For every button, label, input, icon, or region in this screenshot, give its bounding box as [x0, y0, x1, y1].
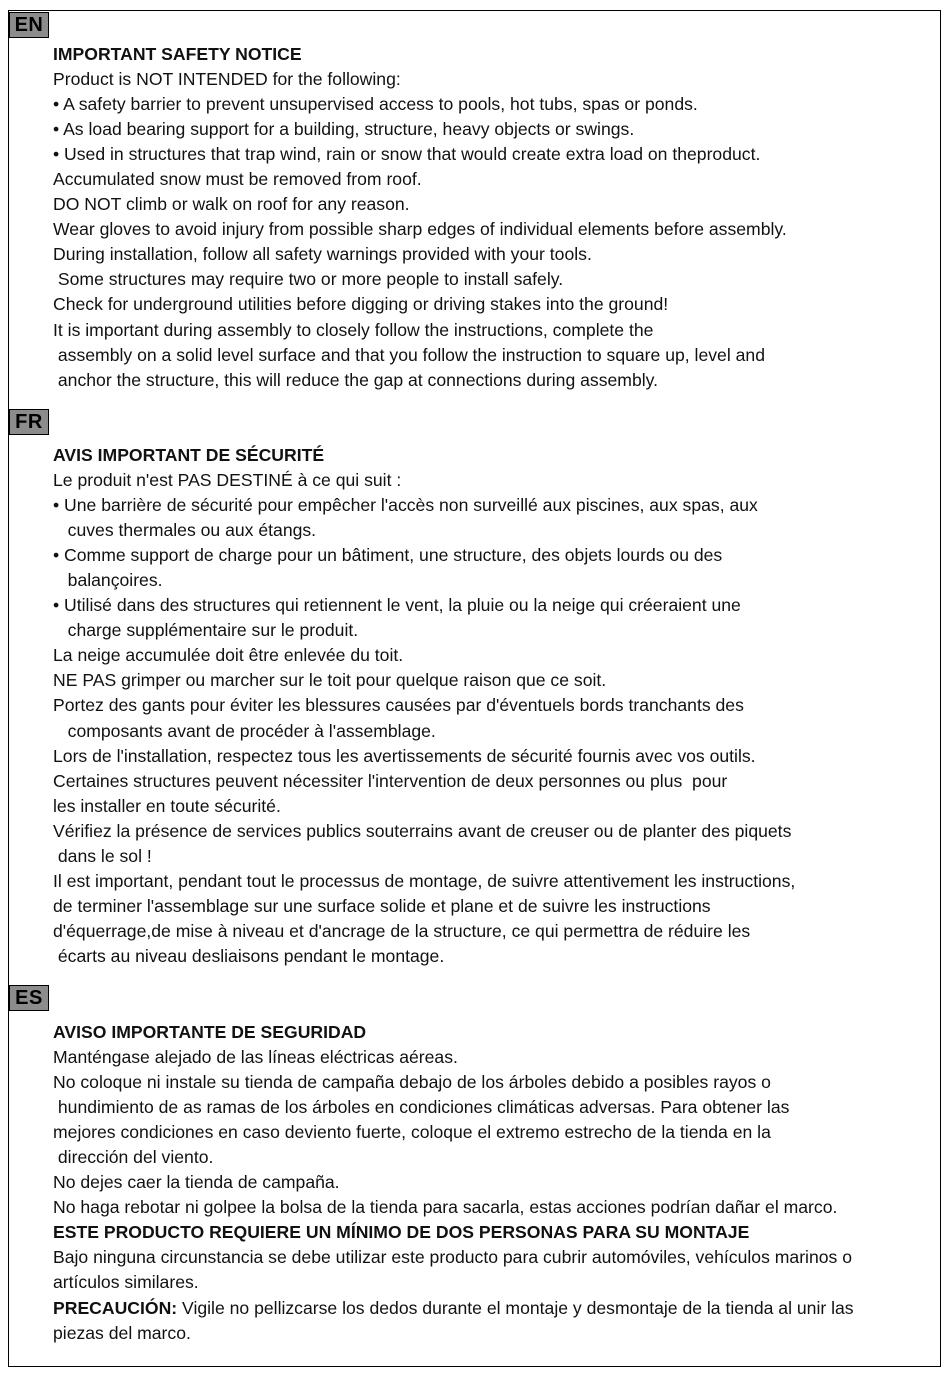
es-warning-heading: ESTE PRODUCTO REQUIERE UN MÍNIMO DE DOS PERSONAS PARA SU MONTAJE: [53, 1222, 750, 1243]
en-line: During installation, follow all safety warnings provided with your tools.: [53, 244, 592, 265]
en-line: assembly on a solid level surface and that you follow the instruction to square up, level and: [53, 344, 765, 365]
fr-bullet: • Une barrière de sécurité pour empêcher l'accès non surveillé aux piscines, aux spas, aux: [53, 495, 758, 516]
fr-line: Portez des gants pour éviter les blessures causées par d'éventuels bords tranchants des: [53, 695, 744, 716]
es-line: hundimiento de as ramas de los árboles en condiciones climáticas adversas. Para obtener las: [53, 1097, 790, 1118]
es-heading: AVISO IMPORTANTE DE SEGURIDAD: [53, 1022, 367, 1042]
es-line: No haga rebotar ni golpee la bolsa de la tienda para sacarla, estas acciones podrían dañar el marco.: [53, 1197, 838, 1218]
fr-line: cuves thermales ou aux étangs.: [53, 520, 317, 541]
lang-tag-fr: FR: [9, 409, 49, 435]
fr-line: dans le sol !: [53, 845, 152, 866]
fr-bullet: • Comme support de charge pour un bâtiment, une structure, des objets lourds ou des: [53, 545, 723, 566]
section-fr: [53, 443, 937, 969]
es-line: Bajo ninguna circunstancia se debe utilizar este producto para cubrir automóviles, vehículos marinos o: [53, 1247, 852, 1268]
es-line: dirección del viento.: [53, 1147, 214, 1168]
es-caution-label: PRECAUCIÓN:: [53, 1297, 178, 1318]
fr-line: Le produit n'est PAS DESTINÉ à ce qui suit :: [53, 470, 402, 491]
fr-line: La neige accumulée doit être enlevée du toit.: [53, 645, 404, 666]
fr-bullet: • Utilisé dans des structures qui retiennent le vent, la pluie ou la neige qui créeraient une: [53, 595, 741, 616]
en-heading: IMPORTANT SAFETY NOTICE: [53, 44, 302, 64]
lang-tag-en: EN: [9, 12, 49, 38]
en-line: Accumulated snow must be removed from roof.: [53, 169, 422, 190]
es-line: No dejes caer la tienda de campaña.: [53, 1172, 340, 1193]
es-line: mejores condiciones en caso deviento fuerte, coloque el extremo estrecho de la tienda en la: [53, 1122, 771, 1143]
fr-heading: AVIS IMPORTANT DE SÉCURITÉ: [53, 445, 325, 465]
en-line: It is important during assembly to closely follow the instructions, complete the: [53, 319, 654, 340]
fr-line: Certaines structures peuvent nécessiter l'intervention de deux personnes ou plus pour: [53, 770, 728, 791]
fr-line: composants avant de procéder à l'assemblage.: [53, 720, 436, 741]
es-line: artículos similares.: [53, 1272, 199, 1293]
en-bullet: • As load bearing support for a building, structure, heavy objects or swings.: [53, 119, 635, 140]
fr-line: charge supplémentaire sur le produit.: [53, 620, 359, 641]
es-line: Manténgase alejado de las líneas eléctricas aéreas.: [53, 1047, 458, 1068]
fr-line: les installer en toute sécurité.: [53, 795, 281, 816]
es-caution-text: Vigile no pellizcarse los dedos durante el montaje y desmontaje de la tienda al unir las: [177, 1297, 854, 1318]
en-line: anchor the structure, this will reduce the gap at connections during assembly.: [53, 369, 659, 390]
en-bullet: • A safety barrier to prevent unsupervised access to pools, hot tubs, spas or ponds.: [53, 94, 698, 115]
fr-line: Lors de l'installation, respectez tous les avertissements de sécurité fournis avec vos outils.: [53, 745, 756, 766]
section-es: [53, 1020, 937, 1346]
en-line: Wear gloves to avoid injury from possible sharp edges of individual elements before assembly.: [53, 219, 787, 240]
fr-line: balançoires.: [53, 570, 163, 591]
fr-line: Vérifiez la présence de services publics souterrains avant de creuser ou de planter des piquets: [53, 820, 792, 841]
fr-line: de terminer l'assemblage sur une surface solide et plane et de suivre les instructions: [53, 895, 711, 916]
en-line: Check for underground utilities before digging or driving stakes into the ground!: [53, 294, 669, 315]
fr-line: NE PAS grimper ou marcher sur le toit pour quelque raison que ce soit.: [53, 670, 607, 691]
en-bullet: • Used in structures that trap wind, rain or snow that would create extra load on theproduct.: [53, 144, 761, 165]
en-line: DO NOT climb or walk on roof for any reason.: [53, 194, 410, 215]
es-caution-line: [53, 1296, 937, 1321]
en-line: Some structures may require two or more people to install safely.: [53, 269, 564, 290]
es-line: No coloque ni instale su tienda de campaña debajo de los árboles debido a posibles rayos o: [53, 1072, 771, 1093]
es-caution-cont: piezas del marco.: [53, 1322, 191, 1343]
en-line: Product is NOT INTENDED for the following:: [53, 69, 401, 90]
fr-line: écarts au niveau desliaisons pendant le montage.: [53, 945, 445, 966]
section-en: [53, 42, 937, 393]
fr-line: Il est important, pendant tout le processus de montage, de suivre attentivement les instructions,: [53, 870, 796, 891]
fr-line: d'équerrage,de mise à niveau et d'ancrage de la structure, ce qui permettra de réduire les: [53, 920, 751, 941]
lang-tag-es: ES: [9, 985, 49, 1011]
